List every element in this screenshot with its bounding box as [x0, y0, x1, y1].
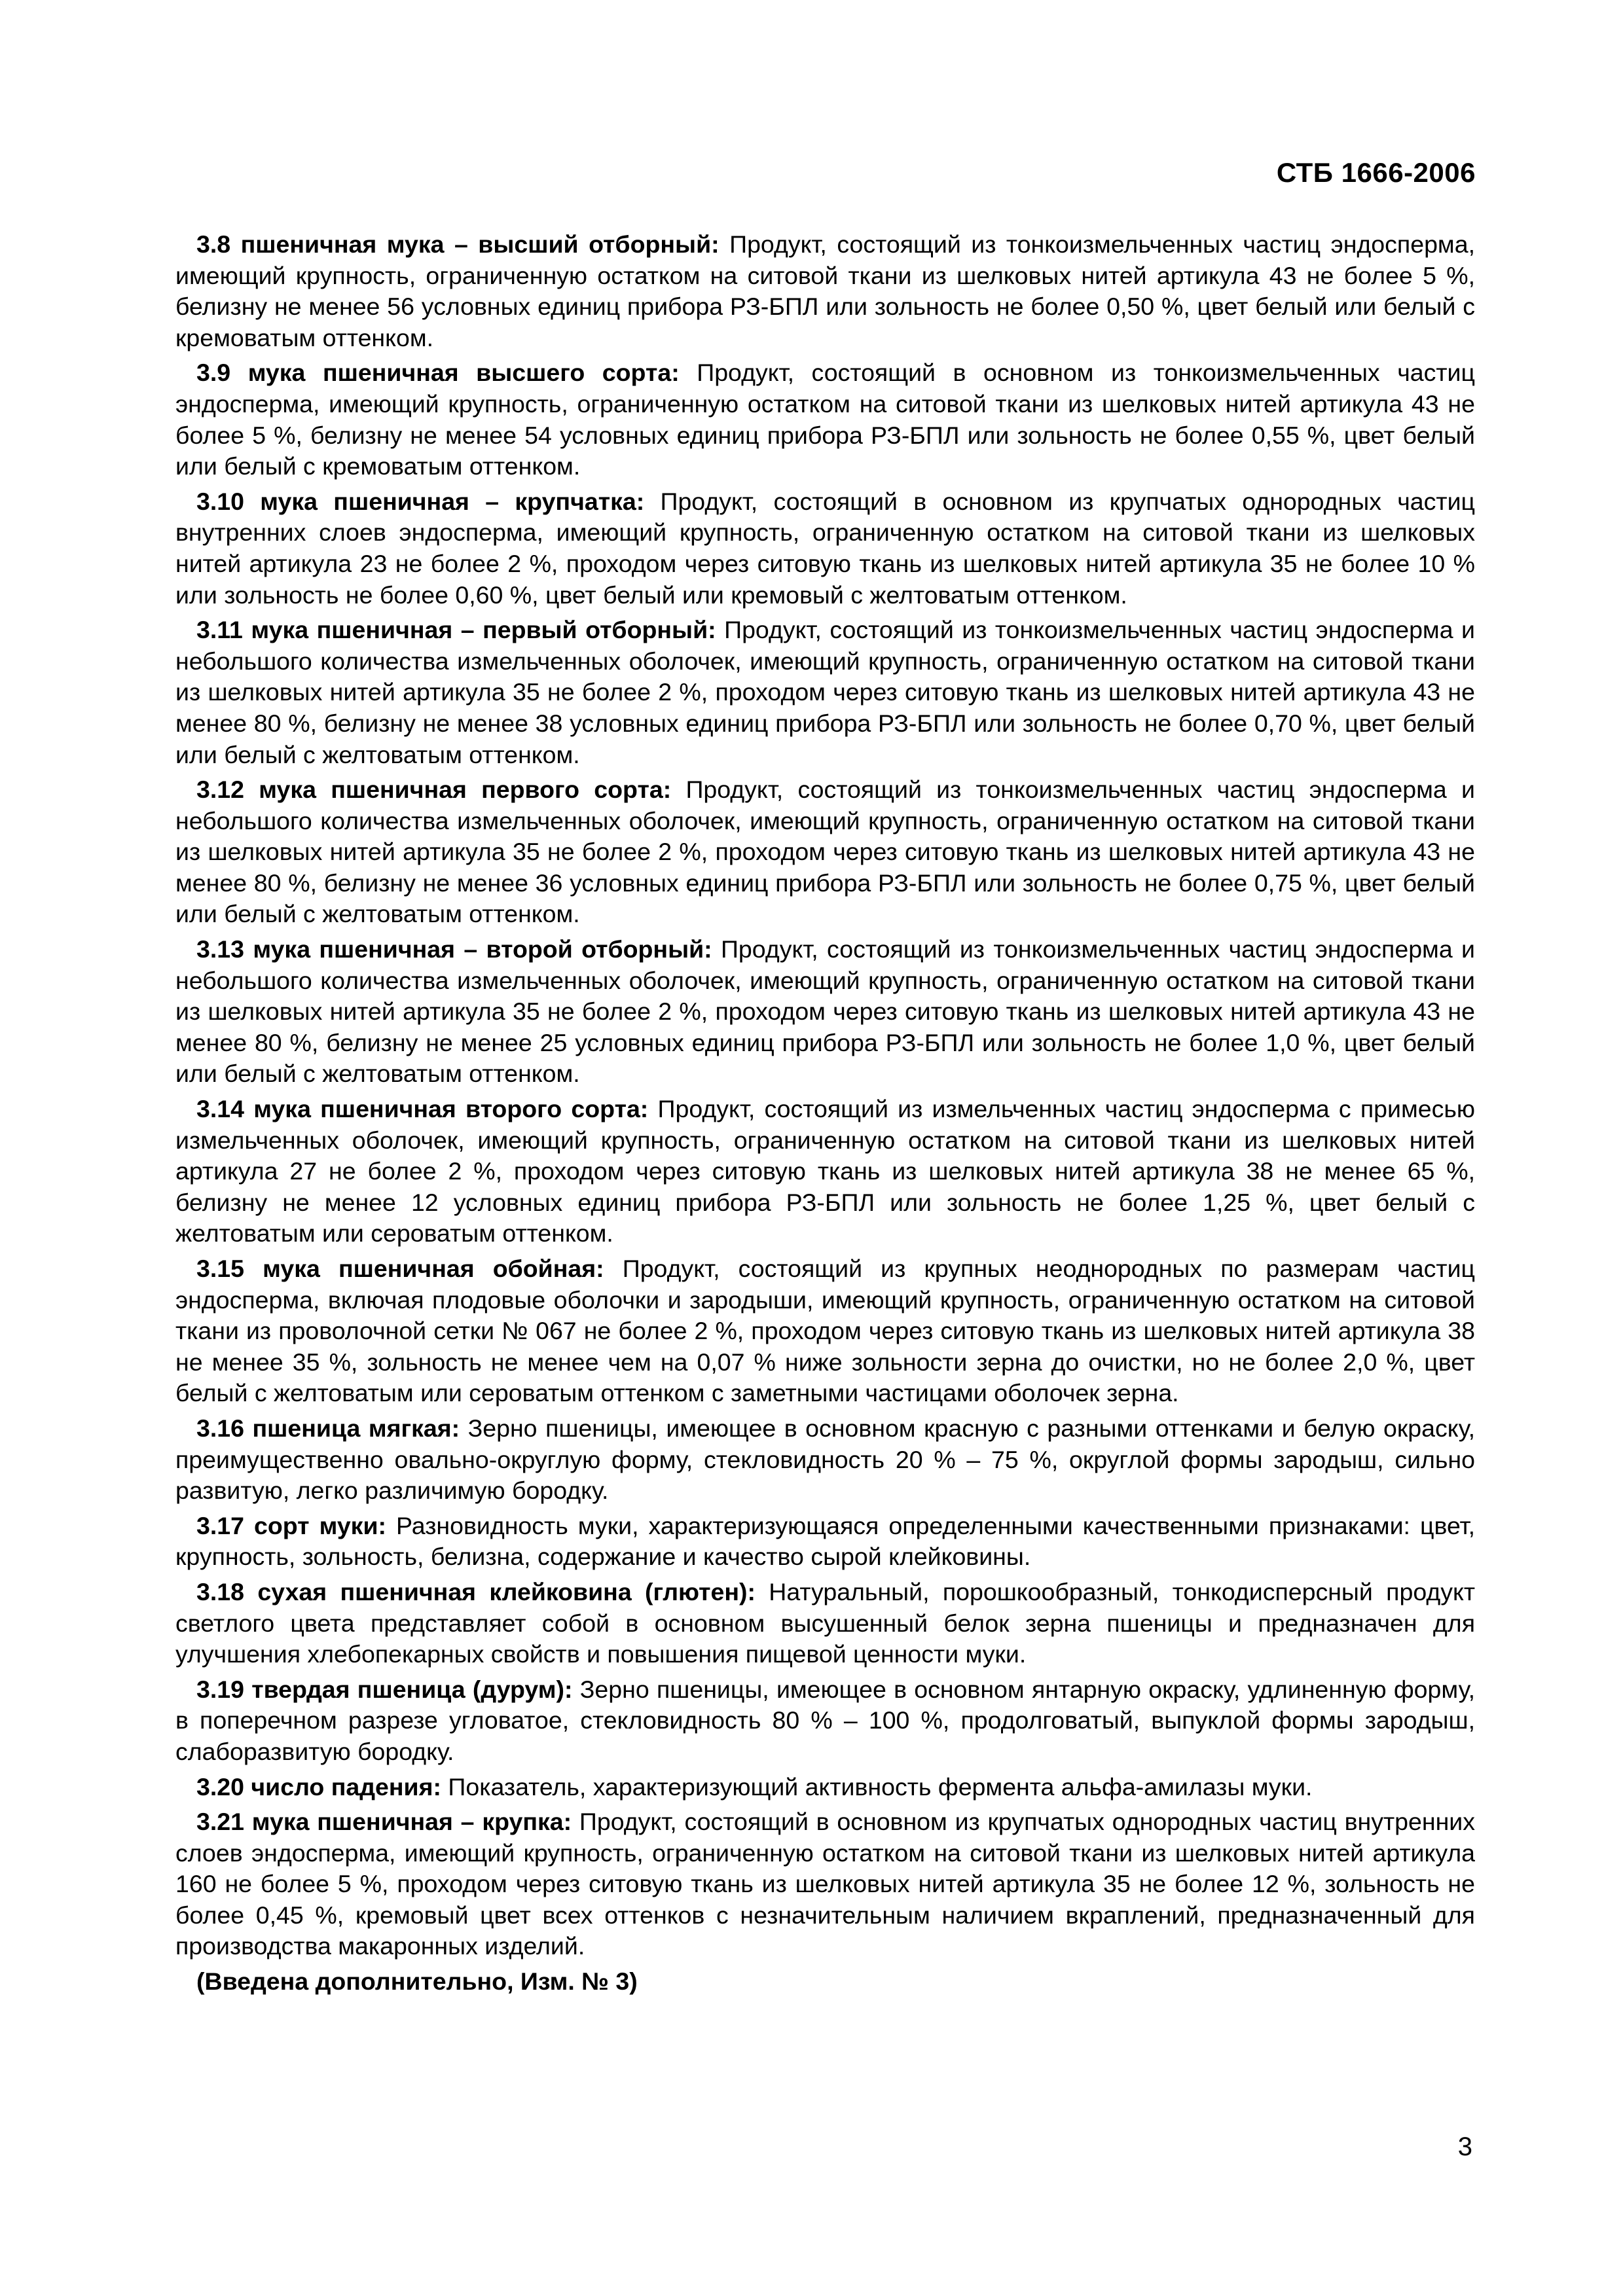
definition-term: 3.13 мука пшеничная – второй отборный:	[196, 935, 712, 963]
definition-text: Продукт, состоящий из тонкоизмельченных частиц эндосперма и небольшого количества измельченных оболочек, имеющий крупность, ограниченную остатком на ситовой ткани из шелковых нитей артикула 35 не более 2 %, проходом через ситовую ткань из шелковых нитей артикула 43 не менее 80 %, белизну не менее 38 условных единиц прибора РЗ-БПЛ или зольность не более 0,70 %, цвет белый или белый с желтоватым оттенком.	[175, 616, 1475, 768]
definition-3-8	[175, 229, 1475, 353]
definition-term: 3.17 сорт муки:	[196, 1511, 386, 1539]
definition-text: Зерно пшеницы, имеющее в основном янтарную окраску, удлиненную форму, в поперечном разрезе угловатое, стекловидность 80 % – 100 %, продолговатый, выпуклой формы зародыш, слаборазвитую бородку.	[175, 1675, 1476, 1765]
definition-3-15	[175, 1253, 1475, 1409]
definition-text: Продукт, состоящий из крупных неоднородных по размерам частиц эндосперма, включая плодовые оболочки и зародыши, имеющий крупность, ограниченную остатком на ситовой ткани из проволочной сетки № 067 не более 2 %, проходом через ситовую ткань из шелковых нитей артикула 38 не менее 35 %, зольность не менее чем на 0,07 % ниже зольности зерна до очистки, но не более 2,0 %, цвет белый с желтоватым или сероватым оттенком с заметными частицами оболочек зерна.	[175, 1255, 1475, 1407]
definition-text: Разновидность муки, характеризующаяся определенными качественными признаками: цвет, крупность, зольность, белизна, содержание и качество сырой клейковины.	[175, 1511, 1475, 1571]
page-number: 3	[1457, 2132, 1472, 2161]
definition-term: 3.11 мука пшеничная – первый отборный:	[196, 616, 716, 644]
document-code-header: СТБ 1666-2006	[1276, 157, 1476, 188]
definition-text: Продукт, состоящий из измельченных частиц эндосперма с примесью измельченных оболочек, имеющий крупность, ограниченную остатком на ситовой ткани из шелковых нитей артикула 27 не более 2 %, проходом через ситовую ткань из шелковых нитей артикула 38 не менее 65 %, белизну не менее 12 условных единиц прибора РЗ-БПЛ или зольность не более 1,25 %, цвет белый с желтоватым или сероватым оттенком.	[175, 1095, 1475, 1247]
definition-term: 3.10 мука пшеничная – крупчатка:	[196, 487, 645, 515]
definition-3-19	[175, 1674, 1475, 1768]
definition-term: 3.9 мука пшеничная высшего сорта:	[196, 359, 680, 387]
definition-text: Показатель, характеризующий активность фермента альфа-амилазы муки.	[441, 1772, 1313, 1801]
definition-3-21	[175, 1806, 1475, 1962]
definition-text: Продукт, состоящий из тонкоизмельченных частиц эндосперма, имеющий крупность, ограниченную остатком на ситовой ткани из шелковых нитей артикула 43 не более 5 %, белизну не менее 56 условных единиц прибора РЗ-БПЛ или зольность не более 0,50 %, цвет белый или белый с кремоватым оттенком.	[175, 230, 1475, 351]
definition-term: 3.16 пшеница мягкая:	[196, 1414, 460, 1442]
definition-3-18	[175, 1577, 1475, 1670]
definition-3-13	[175, 934, 1475, 1090]
definition-term: 3.14 мука пшеничная второго сорта:	[196, 1095, 649, 1123]
definition-text: Зерно пшеницы, имеющее в основном красную с разными оттенками и белую окраску, преимущественно овально-округлую форму, стекловидность 20 % – 75 %, округлой формы зародыш, сильно развитую, легко различимую бородку.	[175, 1414, 1475, 1505]
definition-3-12	[175, 774, 1475, 930]
amendment-note: (Введена дополнительно, Изм. № 3)	[196, 1967, 638, 1996]
definition-3-14	[175, 1094, 1475, 1249]
definition-term: 3.18 сухая пшеничная клейковина (глютен):	[196, 1577, 756, 1605]
definition-3-11	[175, 615, 1475, 770]
definition-3-20	[175, 1772, 1475, 1803]
definition-text: Продукт, состоящий в основном из крупчатых однородных частиц внутренних слоев эндосперма, имеющий крупность, ограниченную остатком на ситовой ткани из шелковых нитей артикула 23 не более 2 %, проходом через ситовую ткань из шелковых нитей артикула 35 не более 10 % или зольность не более 0,60 %, цвет белый или кремовый с желтоватым оттенком.	[175, 487, 1476, 609]
definition-term: 3.21 мука пшеничная – крупка:	[196, 1808, 572, 1836]
definition-term: 3.12 мука пшеничная первого сорта:	[196, 776, 672, 804]
definition-text: Продукт, состоящий в основном из тонкоизмельченных частиц эндосперма, имеющий крупность, ограниченную остатком на ситовой ткани из шелковых нитей артикула 43 не более 5 %, белизну не менее 54 условных единиц прибора РЗ-БПЛ или зольность не более 0,55 %, цвет белый или белый с кремоватым оттенком.	[175, 359, 1475, 480]
definition-term: 3.8 пшеничная мука – высший отборный:	[196, 230, 720, 258]
definition-term: 3.20 число падения:	[196, 1772, 441, 1801]
definition-text: Продукт, состоящий из тонкоизмельченных частиц эндосперма и небольшого количества измельченных оболочек, имеющий крупность, ограниченную остатком на ситовой ткани из шелковых нитей артикула 35 не более 2 %, проходом через ситовую ткань из шелковых нитей артикула 43 не менее 80 %, белизну не менее 25 условных единиц прибора РЗ-БПЛ или зольность не более 1,0 %, цвет белый или белый с желтоватым оттенком.	[175, 935, 1475, 1088]
definition-3-9	[175, 357, 1475, 482]
definition-term: 3.15 мука пшеничная обойная:	[196, 1255, 604, 1282]
definition-3-17	[175, 1511, 1475, 1573]
definition-text: Натуральный, порошкообразный, тонкодисперсный продукт светлого цвета представляет собой в основном высушенный белок зерна пшеницы и предназначен для улучшения хлебопекарных свойств и повышения пищевой ценности муки.	[175, 1577, 1475, 1668]
definition-text: Продукт, состоящий из тонкоизмельченных частиц эндосперма и небольшого количества измельченных оболочек, имеющий крупность, ограниченную остатком на ситовой ткани из шелковых нитей артикула 35 не более 2 %, проходом через ситовую ткань из шелковых нитей артикула 43 не менее 80 %, белизну не менее 36 условных единиц прибора РЗ-БПЛ или зольность не более 0,75 %, цвет белый или белый с желтоватым оттенком.	[175, 776, 1475, 928]
definition-term: 3.19 твердая пшеница (дурум):	[196, 1675, 573, 1703]
definition-3-16	[175, 1413, 1475, 1507]
definition-3-10	[175, 486, 1475, 611]
definition-text: Продукт, состоящий в основном из крупчатых однородных частиц внутренних слоев эндосперма, имеющий крупность, ограниченную остатком на ситовой ткани из шелковых нитей артикула 160 не более 5 %, проходом через ситовую ткань из шелковых нитей артикула 35 не более 12 %, зольность не более 0,45 %, кремовый цвет всех оттенков с незначительным наличием вкраплений, предназначенный для производства макаронных изделий.	[175, 1808, 1476, 1960]
definitions-section	[175, 229, 1475, 1998]
